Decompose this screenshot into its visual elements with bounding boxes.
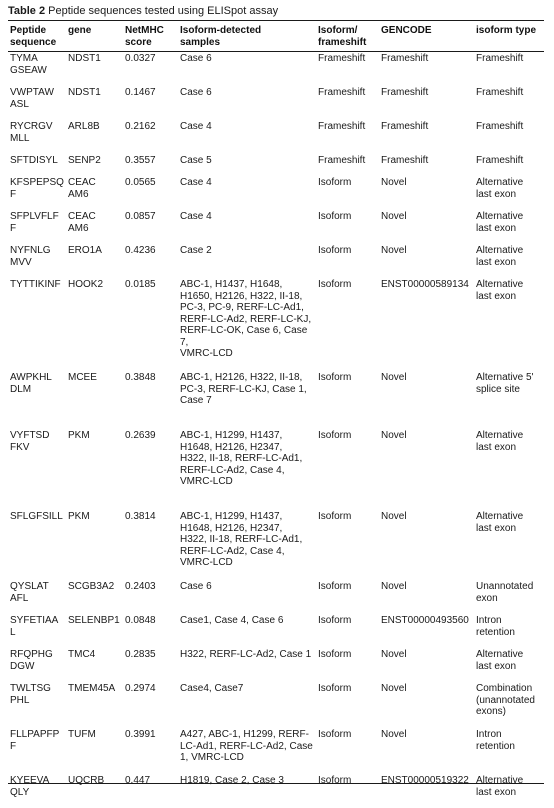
cell-text: Alternative last exon	[476, 649, 524, 672]
cell-text: Frameshift	[318, 155, 366, 166]
cell-isoform-detected-samples	[178, 174, 316, 208]
cell-isoform-type	[474, 772, 544, 808]
cell-isoform-frameshift	[316, 680, 379, 726]
cell-text: SYFETIAA L	[10, 615, 59, 638]
cell-text: Isoform	[318, 279, 352, 290]
cell-text: ENST00000589134	[381, 279, 469, 290]
cell-isoform-frameshift	[316, 646, 379, 680]
cell-gencode	[379, 646, 474, 680]
cell-gene	[66, 612, 123, 646]
cell-isoform-type	[474, 612, 544, 646]
cell-peptide-sequence	[8, 118, 66, 152]
cell-text: ABC-1, H1299, H1437, H1648, H2126, H2347, H322, II-18, RERF-LC-Ad1, RERF-LC-Ad2, Case 4, VMRC-LCD	[180, 430, 303, 487]
cell-text: 0.0185	[125, 279, 156, 290]
cell-isoform-detected-samples	[178, 84, 316, 118]
cell-isoform-detected-samples	[178, 612, 316, 646]
cell-text: ABC-1, H1437, H1648, H1650, H2126, H322, II-18, PC-3, PC-9, RERF-LC-Ad1, RERF-LC-Ad2, RERF-LC-KJ, RERF-LC-OK, Case 6, Case 7, VMRC-LCD	[180, 279, 312, 359]
cell-text: 0.2403	[125, 581, 156, 592]
cell-text: Novel	[381, 245, 407, 256]
table-row	[8, 772, 544, 808]
cell-isoform-type	[474, 726, 544, 772]
cell-text: Novel	[381, 581, 407, 592]
cell-peptide-sequence	[8, 276, 66, 369]
cell-gencode	[379, 118, 474, 152]
table-body	[8, 50, 544, 808]
cell-peptide-sequence	[8, 508, 66, 578]
cell-text: 0.447	[125, 775, 151, 786]
cell-isoform-type	[474, 427, 544, 508]
cell-text: 0.0848	[125, 615, 156, 626]
table-caption	[8, 4, 278, 18]
cell-isoform-type	[474, 84, 544, 118]
cell-text: HOOK2	[68, 279, 104, 290]
cell-gencode	[379, 772, 474, 808]
col-header-isoform-frameshift: Isoform/ frameshift	[318, 25, 367, 48]
cell-text: Isoform	[318, 683, 352, 694]
cell-gencode	[379, 726, 474, 772]
cell-isoform-frameshift	[316, 242, 379, 276]
table-row	[8, 152, 544, 174]
col-header-netmhc-score: NetMHC score	[125, 25, 164, 48]
cell-gene	[66, 174, 123, 208]
cell-isoform-detected-samples	[178, 276, 316, 369]
cell-netmhc-score	[123, 276, 178, 369]
cell-text: SFPLVFLF F	[10, 211, 59, 234]
table-header-row	[8, 22, 544, 50]
cell-text: Case 2	[180, 245, 212, 256]
cell-text: VWPTAW ASL	[10, 87, 54, 110]
cell-text: PKM	[68, 430, 90, 441]
cell-text: Isoform	[318, 615, 352, 626]
cell-text: 0.0565	[125, 177, 156, 188]
cell-isoform-frameshift	[316, 726, 379, 772]
table-row	[8, 508, 544, 578]
col-header-gencode: GENCODE	[381, 25, 432, 36]
cell-text: CEAC AM6	[68, 211, 96, 234]
cell-isoform-detected-samples	[178, 208, 316, 242]
cell-text: Frameshift	[476, 121, 524, 132]
cell-isoform-frameshift	[316, 772, 379, 808]
cell-text: Novel	[381, 683, 407, 694]
cell-text: AWPKHL DLM	[10, 372, 52, 395]
cell-text: Novel	[381, 511, 407, 522]
cell-text: Novel	[381, 372, 407, 383]
cell-peptide-sequence	[8, 772, 66, 808]
cell-gene	[66, 726, 123, 772]
cell-text: 0.0857	[125, 211, 156, 222]
cell-isoform-detected-samples	[178, 369, 316, 427]
cell-gencode	[379, 276, 474, 369]
cell-text: H322, RERF-LC-Ad2, Case 1	[180, 649, 312, 660]
cell-gene	[66, 680, 123, 726]
cell-peptide-sequence	[8, 680, 66, 726]
table-caption-label: Table 2	[8, 5, 46, 17]
cell-text: ABC-1, H1299, H1437, H1648, H2126, H2347, H322, II-18, RERF-LC-Ad1, RERF-LC-Ad2, Case 4, VMRC-LCD	[180, 511, 303, 568]
cell-text: RFQPHG DGW	[10, 649, 53, 672]
cell-text: Intron retention	[476, 615, 515, 638]
cell-isoform-detected-samples	[178, 578, 316, 612]
cell-text: Isoform	[318, 511, 352, 522]
cell-text: PKM	[68, 511, 90, 522]
cell-gencode	[379, 578, 474, 612]
cell-text: Alternative last exon	[476, 177, 524, 200]
cell-text: SFLGFSILL	[10, 511, 63, 522]
cell-text: Frameshift	[381, 87, 429, 98]
cell-text: ERO1A	[68, 245, 102, 256]
cell-netmhc-score	[123, 772, 178, 808]
cell-isoform-detected-samples	[178, 118, 316, 152]
cell-isoform-type	[474, 276, 544, 369]
cell-text: Isoform	[318, 245, 352, 256]
cell-isoform-frameshift	[316, 208, 379, 242]
cell-gene	[66, 208, 123, 242]
table-row	[8, 242, 544, 276]
cell-peptide-sequence	[8, 612, 66, 646]
cell-text: Isoform	[318, 649, 352, 660]
cell-netmhc-score	[123, 508, 178, 578]
cell-text: Isoform	[318, 211, 352, 222]
cell-text: KFSPEPSQ F	[10, 177, 64, 200]
cell-text: 0.0327	[125, 53, 156, 64]
cell-text: A427, ABC-1, H1299, RERF- LC-Ad1, RERF-LC-Ad2, Case 1, VMRC-LCD	[180, 729, 313, 763]
cell-text: Alternative last exon	[476, 775, 524, 798]
table-row	[8, 427, 544, 508]
cell-text: Novel	[381, 729, 407, 740]
cell-text: Isoform	[318, 581, 352, 592]
cell-isoform-frameshift	[316, 578, 379, 612]
cell-text: Frameshift	[318, 87, 366, 98]
cell-netmhc-score	[123, 646, 178, 680]
cell-text: TYMA GSEAW	[10, 53, 47, 76]
cell-gencode	[379, 369, 474, 427]
table-row	[8, 118, 544, 152]
cell-isoform-detected-samples	[178, 680, 316, 726]
cell-text: Case 5	[180, 155, 212, 166]
cell-text: Isoform	[318, 372, 352, 383]
cell-netmhc-score	[123, 174, 178, 208]
cell-gencode	[379, 84, 474, 118]
cell-text: Unannotated exon	[476, 581, 534, 604]
cell-gene	[66, 118, 123, 152]
cell-gene	[66, 152, 123, 174]
cell-isoform-frameshift	[316, 612, 379, 646]
cell-text: Case 6	[180, 581, 212, 592]
cell-isoform-detected-samples	[178, 242, 316, 276]
cell-text: CEAC AM6	[68, 177, 96, 200]
cell-text: 0.2835	[125, 649, 156, 660]
cell-text: Alternative last exon	[476, 279, 524, 302]
top-rule	[8, 20, 544, 21]
cell-peptide-sequence	[8, 369, 66, 427]
cell-isoform-detected-samples	[178, 646, 316, 680]
cell-isoform-frameshift	[316, 118, 379, 152]
cell-netmhc-score	[123, 369, 178, 427]
table-row	[8, 646, 544, 680]
cell-text: ARL8B	[68, 121, 100, 132]
cell-isoform-type	[474, 242, 544, 276]
cell-gene	[66, 508, 123, 578]
table-row	[8, 680, 544, 726]
cell-text: Frameshift	[476, 53, 524, 64]
table-row	[8, 369, 544, 427]
table-caption-text: Peptide sequences tested using ELISpot assay	[48, 5, 279, 17]
cell-text: 0.3814	[125, 511, 156, 522]
cell-isoform-type	[474, 174, 544, 208]
cell-isoform-detected-samples	[178, 152, 316, 174]
cell-isoform-frameshift	[316, 276, 379, 369]
cell-isoform-type	[474, 118, 544, 152]
cell-text: TMC4	[68, 649, 96, 660]
cell-text: NYFNLG MVV	[10, 245, 51, 268]
cell-text: Alternative last exon	[476, 511, 524, 534]
cell-isoform-frameshift	[316, 174, 379, 208]
cell-text: 0.3848	[125, 372, 156, 383]
cell-text: ENST00000519322	[381, 775, 469, 786]
cell-isoform-type	[474, 208, 544, 242]
cell-netmhc-score	[123, 50, 178, 84]
cell-text: Novel	[381, 430, 407, 441]
cell-gene	[66, 276, 123, 369]
cell-isoform-frameshift	[316, 369, 379, 427]
cell-text: TYTTIKINF	[10, 279, 61, 290]
cell-peptide-sequence	[8, 84, 66, 118]
cell-isoform-type	[474, 578, 544, 612]
cell-gene	[66, 369, 123, 427]
cell-gencode	[379, 680, 474, 726]
cell-netmhc-score	[123, 208, 178, 242]
cell-isoform-type	[474, 646, 544, 680]
table-row	[8, 208, 544, 242]
cell-isoform-frameshift	[316, 152, 379, 174]
cell-gene	[66, 427, 123, 508]
cell-text: Case 6	[180, 87, 212, 98]
cell-isoform-type	[474, 369, 544, 427]
cell-text: Frameshift	[381, 121, 429, 132]
cell-netmhc-score	[123, 612, 178, 646]
cell-text: Case 4	[180, 121, 212, 132]
cell-gencode	[379, 612, 474, 646]
cell-gene	[66, 242, 123, 276]
cell-text: Frameshift	[381, 53, 429, 64]
cell-isoform-type	[474, 50, 544, 84]
cell-text: SFTDISYL	[10, 155, 58, 166]
cell-text: Frameshift	[476, 155, 524, 166]
cell-text: Alternative last exon	[476, 430, 524, 453]
cell-text: Novel	[381, 177, 407, 188]
col-header-peptide-sequence: Peptide sequence	[10, 25, 57, 48]
cell-text: Case1, Case 4, Case 6	[180, 615, 284, 626]
cell-text: 0.2162	[125, 121, 156, 132]
table-row	[8, 50, 544, 84]
cell-peptide-sequence	[8, 152, 66, 174]
cell-text: Case4, Case7	[180, 683, 244, 694]
cell-text: TWLTSG PHL	[10, 683, 51, 706]
cell-text: 0.1467	[125, 87, 156, 98]
cell-text: SELENBP1	[68, 615, 120, 626]
table-row	[8, 578, 544, 612]
cell-text: RYCRGV MLL	[10, 121, 53, 144]
cell-text: Isoform	[318, 775, 352, 786]
cell-text: Alternative 5' splice site	[476, 372, 534, 395]
cell-isoform-detected-samples	[178, 726, 316, 772]
cell-text: Frameshift	[318, 53, 366, 64]
cell-text: TUFM	[68, 729, 96, 740]
cell-text: 0.2974	[125, 683, 156, 694]
cell-gene	[66, 578, 123, 612]
cell-netmhc-score	[123, 118, 178, 152]
cell-text: Alternative last exon	[476, 245, 524, 268]
cell-text: KYEEVA QLY	[10, 775, 50, 798]
cell-isoform-detected-samples	[178, 508, 316, 578]
cell-isoform-frameshift	[316, 84, 379, 118]
cell-netmhc-score	[123, 84, 178, 118]
cell-gencode	[379, 152, 474, 174]
cell-isoform-detected-samples	[178, 427, 316, 508]
cell-peptide-sequence	[8, 174, 66, 208]
cell-text: Alternative last exon	[476, 211, 524, 234]
cell-gencode	[379, 50, 474, 84]
cell-text: Frameshift	[476, 87, 524, 98]
cell-peptide-sequence	[8, 50, 66, 84]
cell-text: QYSLAT AFL	[10, 581, 49, 604]
cell-netmhc-score	[123, 680, 178, 726]
cell-text: TMEM45A	[68, 683, 116, 694]
cell-text: Frameshift	[381, 155, 429, 166]
cell-text: Novel	[381, 649, 407, 660]
cell-text: Intron retention	[476, 729, 515, 752]
cell-peptide-sequence	[8, 427, 66, 508]
cell-netmhc-score	[123, 152, 178, 174]
cell-text: SCGB3A2	[68, 581, 115, 592]
table-row	[8, 84, 544, 118]
cell-text: Case 6	[180, 53, 212, 64]
col-header-gene: gene	[68, 25, 92, 36]
cell-text: 0.3991	[125, 729, 156, 740]
cell-peptide-sequence	[8, 578, 66, 612]
cell-text: 0.3557	[125, 155, 156, 166]
cell-text: Case 4	[180, 177, 212, 188]
cell-isoform-frameshift	[316, 50, 379, 84]
col-header-isoform-detected-samples: Isoform-detected samples	[180, 25, 262, 48]
cell-isoform-detected-samples	[178, 50, 316, 84]
cell-gencode	[379, 208, 474, 242]
cell-gene	[66, 772, 123, 808]
cell-isoform-frameshift	[316, 427, 379, 508]
cell-text: Isoform	[318, 177, 352, 188]
cell-isoform-type	[474, 152, 544, 174]
cell-text: NDST1	[68, 53, 101, 64]
cell-text: Isoform	[318, 729, 352, 740]
cell-text: FLLPAPFP F	[10, 729, 60, 752]
cell-netmhc-score	[123, 726, 178, 772]
cell-text: Combination (unannotated exons)	[476, 683, 535, 717]
cell-text: SENP2	[68, 155, 101, 166]
cell-peptide-sequence	[8, 208, 66, 242]
cell-gencode	[379, 427, 474, 508]
cell-text: Frameshift	[318, 121, 366, 132]
cell-text: H1819, Case 2, Case 3	[180, 775, 284, 786]
cell-text: 0.2639	[125, 430, 156, 441]
cell-text: Novel	[381, 211, 407, 222]
cell-text: Case 4	[180, 211, 212, 222]
cell-gene	[66, 50, 123, 84]
table-row	[8, 612, 544, 646]
cell-isoform-detected-samples	[178, 772, 316, 808]
cell-gene	[66, 84, 123, 118]
cell-text: VYFTSD FKV	[10, 430, 50, 453]
cell-isoform-type	[474, 508, 544, 578]
cell-gene	[66, 646, 123, 680]
cell-gencode	[379, 508, 474, 578]
table-row	[8, 174, 544, 208]
cell-text: UQCRB	[68, 775, 105, 786]
cell-netmhc-score	[123, 242, 178, 276]
cell-isoform-type	[474, 680, 544, 726]
cell-gencode	[379, 174, 474, 208]
cell-text: Isoform	[318, 430, 352, 441]
cell-text: 0.4236	[125, 245, 156, 256]
cell-text: MCEE	[68, 372, 97, 383]
cell-peptide-sequence	[8, 646, 66, 680]
cell-netmhc-score	[123, 427, 178, 508]
col-header-isoform-type: isoform type	[476, 25, 537, 36]
table-row	[8, 276, 544, 369]
peptide-table	[8, 22, 544, 808]
cell-isoform-frameshift	[316, 508, 379, 578]
cell-netmhc-score	[123, 578, 178, 612]
cell-gencode	[379, 242, 474, 276]
cell-text: ABC-1, H2126, H322, II-18, PC-3, RERF-LC-KJ, Case 1, Case 7	[180, 372, 307, 406]
cell-peptide-sequence	[8, 726, 66, 772]
cell-peptide-sequence	[8, 242, 66, 276]
cell-text: ENST00000493560	[381, 615, 469, 626]
cell-text: NDST1	[68, 87, 101, 98]
table-row	[8, 726, 544, 772]
